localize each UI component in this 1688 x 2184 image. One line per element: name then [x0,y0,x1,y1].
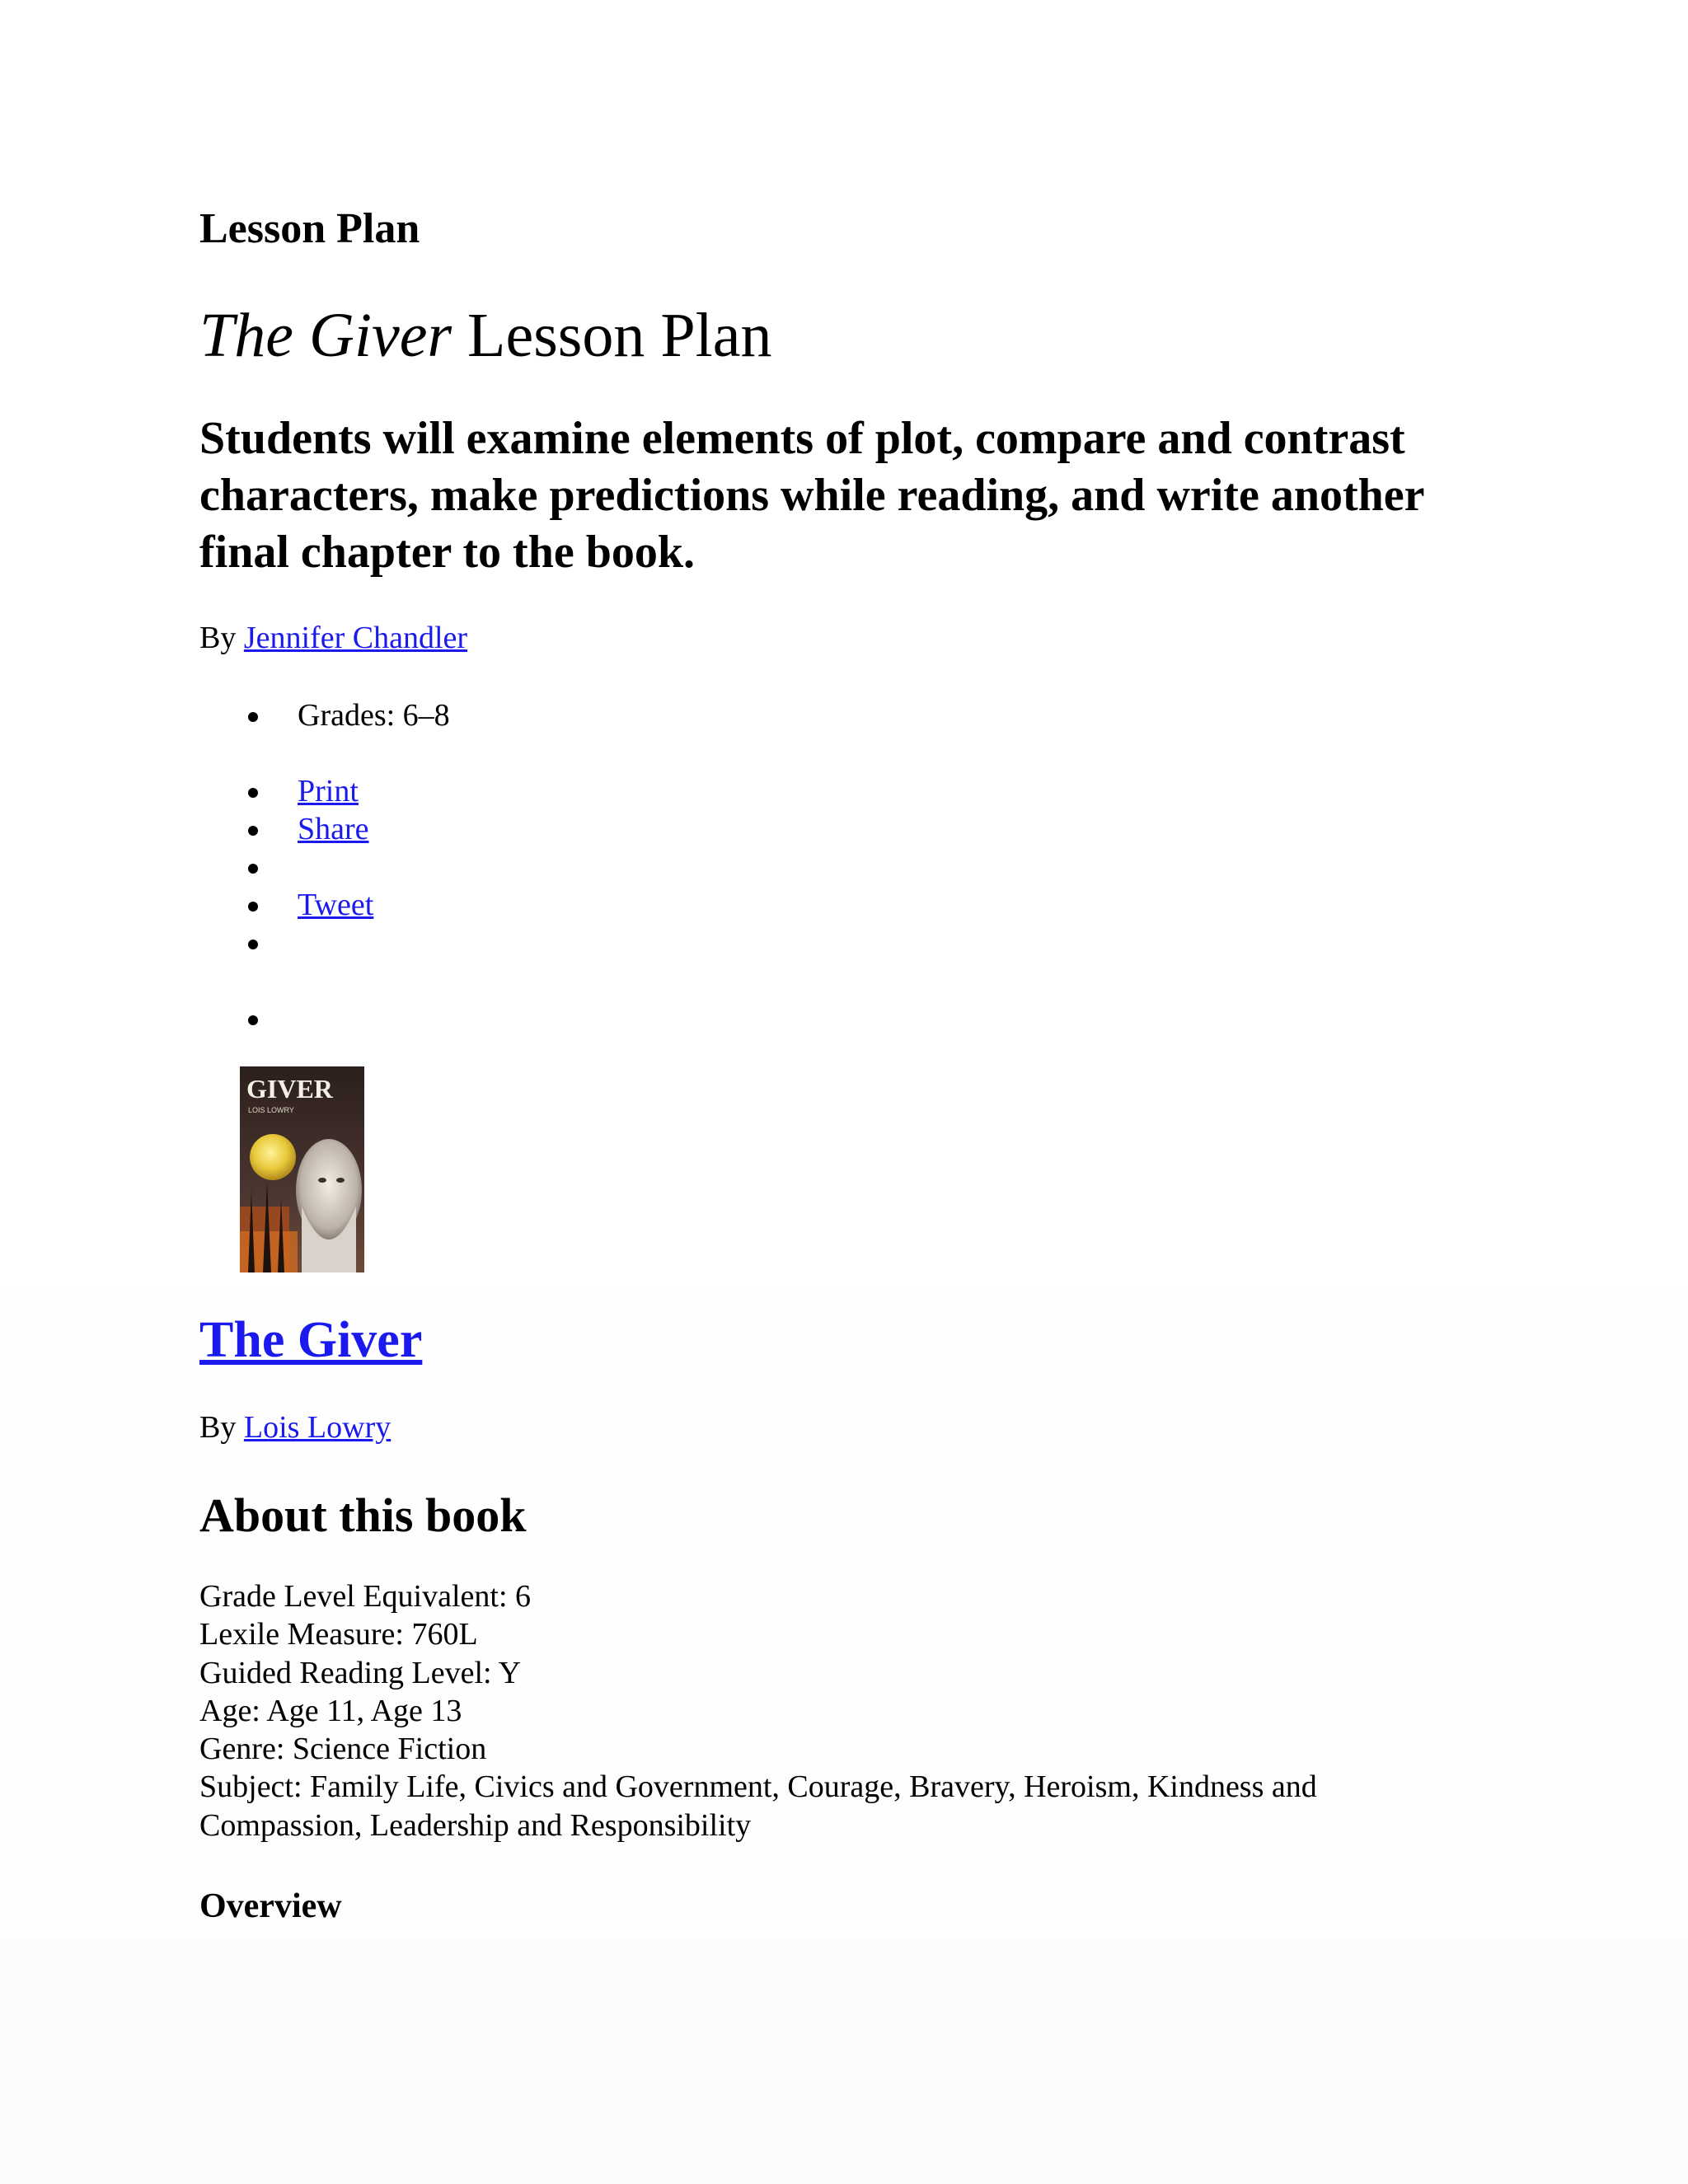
title-book-name: The Giver [199,301,452,370]
bullet-icon [248,940,258,949]
tweet-link[interactable]: Tweet [298,888,374,922]
byline-prefix: By [199,621,244,655]
share-link[interactable]: Share [298,812,369,846]
author-prefix: By [199,1410,244,1445]
cover-title-text: GIVER [246,1074,333,1104]
title-suffix: Lesson Plan [452,301,772,370]
book-cover-art [240,1066,364,1272]
bullet-icon [248,902,258,912]
book-author-byline [199,1408,391,1447]
book-title-link[interactable]: The Giver [199,1312,423,1368]
print-link[interactable]: Print [298,774,359,808]
about-heading: About this book [199,1488,527,1542]
page-kicker: Lesson Plan [199,205,420,252]
bullet-icon [248,788,258,798]
bullet-icon [248,826,258,836]
page-title [199,298,771,373]
overview-heading: Overview [199,1887,342,1925]
detail-grade-level: Grade Level Equivalent: 6 [199,1579,532,1614]
bullet-icon [248,712,258,722]
bullet-icon [248,864,258,874]
detail-subject: Subject: Family Life, Civics and Government, Courage, Bravery, Heroism, Kindness and Compassion, Leadership and Responsibility [199,1769,1317,1843]
detail-genre: Genre: Science Fiction [199,1732,487,1767]
bullet-icon [248,1015,258,1025]
cover-author-text: LOIS LOWRY [248,1106,294,1114]
detail-age: Age: Age 11, Age 13 [199,1693,462,1728]
book-details-list [199,1577,1485,1844]
book-cover-image[interactable] [240,1066,364,1272]
grades-label: Grades: 6–8 [298,698,450,733]
lesson-summary: Students will examine elements of plot, compare and contrast characters, make predictions while reading, and write another final chapter to the book. [199,413,1424,578]
detail-lexile: Lexile Measure: 760L [199,1617,478,1652]
detail-guided-reading: Guided Reading Level: Y [199,1655,522,1690]
lesson-byline [199,618,467,658]
book-author-link[interactable]: Lois Lowry [243,1410,392,1445]
lesson-author-link[interactable]: Jennifer Chandler [243,621,468,655]
